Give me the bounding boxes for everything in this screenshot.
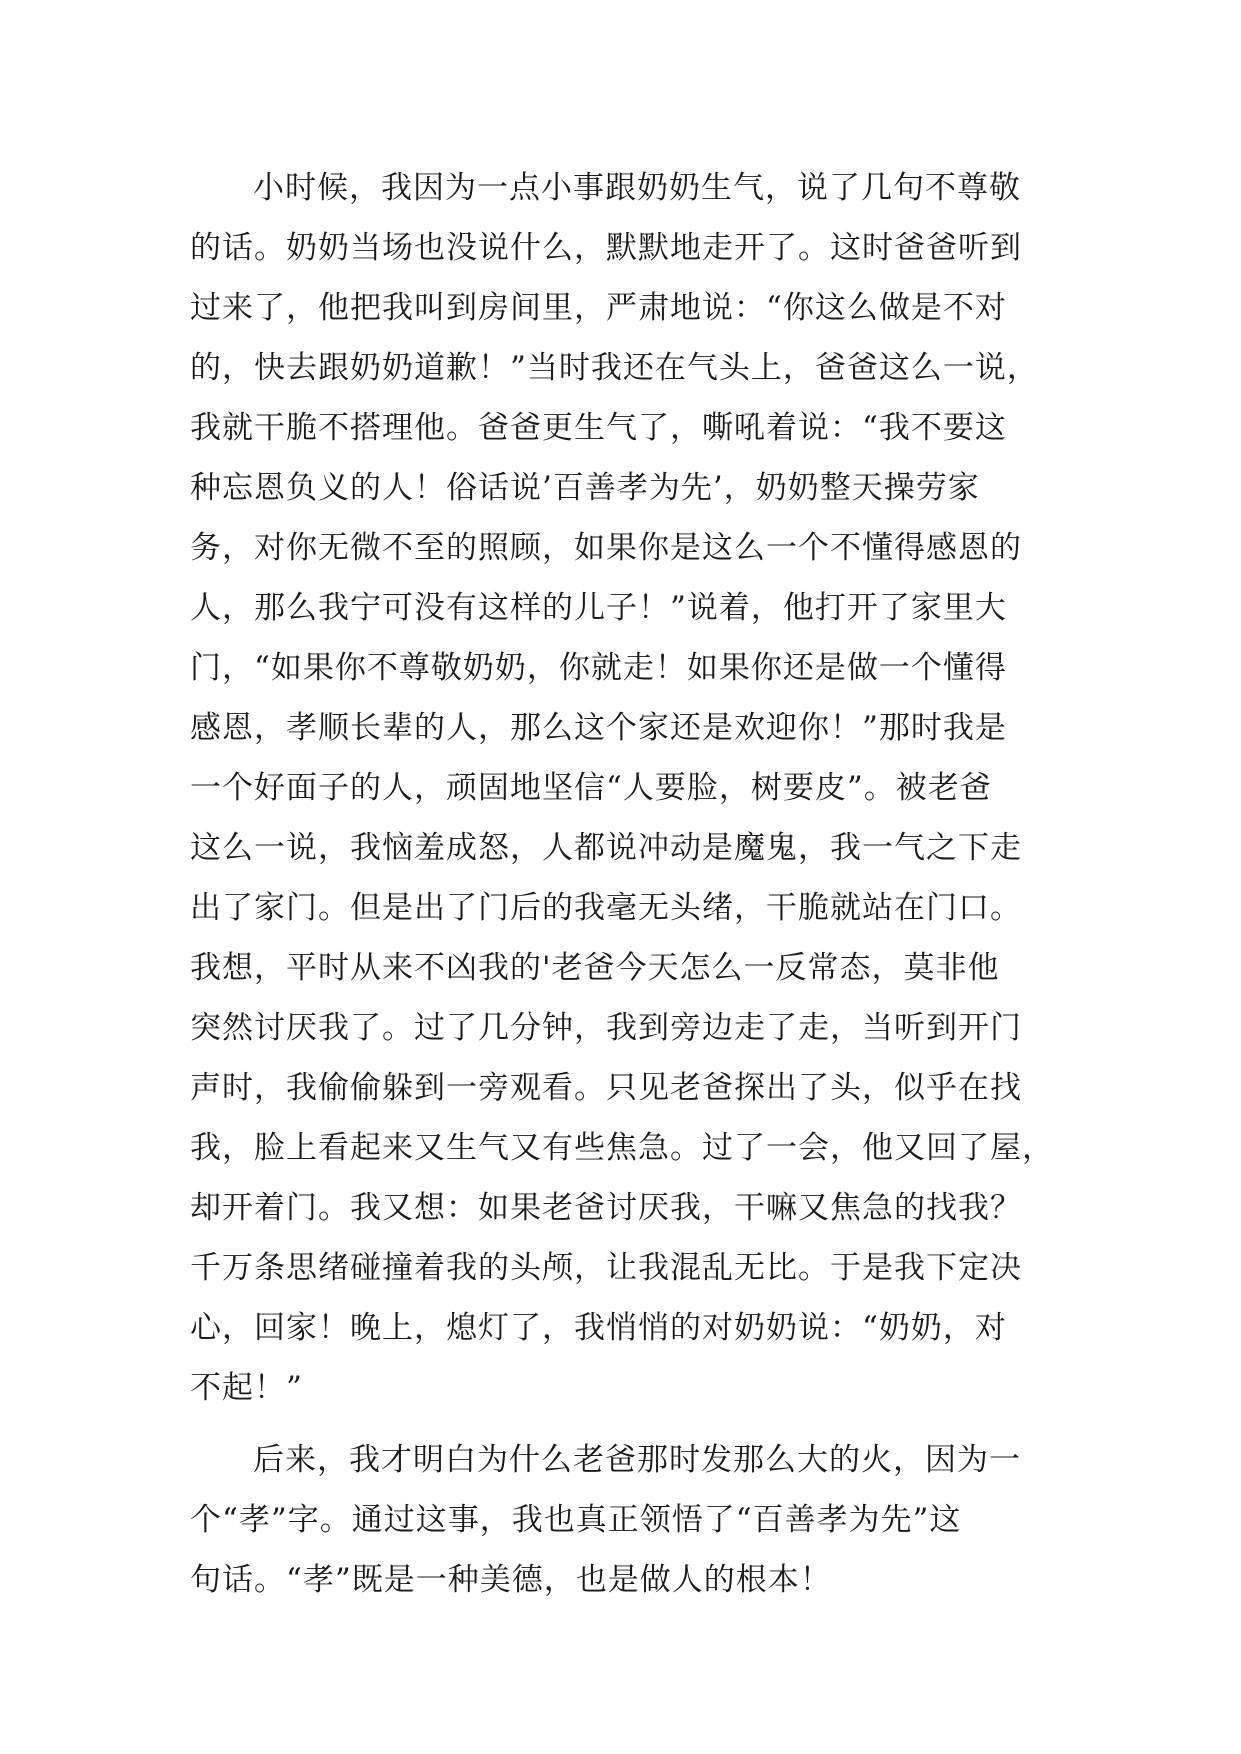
text-line: 我，脸上看起来又生气又有些焦急。过了一会，他又回了屋， — [190, 1130, 1054, 1166]
text-line: 后来，我才明白为什么老爸那时发那么大的火，因为一 — [253, 1442, 1021, 1478]
text-line: 种忘恩负义的人！俗话说’百善孝为先’，奶奶整天操劳家 — [190, 470, 980, 506]
text-line: 出了家门。但是出了门后的我毫无头绪，干脆就站在门口。 — [190, 890, 1022, 926]
text-line: 的，快去跟奶奶道歉！”当时我还在气头上，爸爸这么一说， — [190, 350, 1039, 386]
text-line: 这么一说，我恼羞成怒，人都说冲动是魔鬼，我一气之下走 — [190, 830, 1022, 866]
text-line: 小时候，我因为一点小事跟奶奶生气，说了几句不尊敬 — [253, 170, 1021, 206]
text-line: 千万条思绪碰撞着我的头颅，让我混乱无比。于是我下定决 — [190, 1250, 1022, 1286]
text-line: 感恩，孝顺长辈的人，那么这个家还是欢迎你！”那时我是 — [190, 710, 1007, 746]
text-line: 的话。奶奶当场也没说什么，默默地走开了。这时爸爸听到 — [190, 230, 1022, 266]
text-line: 心，回家！晚上，熄灯了，我悄悄的对奶奶说：“奶奶，对 — [190, 1310, 1007, 1346]
text-line: 过来了，他把我叫到房间里，严肃地说：“你这么做是不对 — [190, 290, 1007, 326]
text-line: 人，那么我宁可没有这样的儿子！”说着，他打开了家里大 — [190, 590, 1007, 626]
paragraph-1 — [190, 158, 1090, 1418]
document-body — [190, 158, 1090, 1610]
text-line: 却开着门。我又想：如果老爸讨厌我，干嘛又焦急的找我？ — [190, 1190, 1022, 1226]
paragraph-2 — [190, 1430, 1090, 1610]
text-line: 我就干脆不搭理他。爸爸更生气了，嘶吼着说：“我不要这 — [190, 410, 1007, 446]
text-line: 我想，平时从来不凶我的'老爸今天怎么一反常态，莫非他 — [190, 950, 1000, 986]
text-line: 句话。“孝”既是一种美德，也是做人的根本！ — [190, 1562, 832, 1598]
text-line: 一个好面子的人，顽固地坚信“人要脸，树要皮”。被老爸 — [190, 770, 992, 806]
text-line: 不起！” — [190, 1370, 303, 1406]
text-line: 突然讨厌我了。过了几分钟，我到旁边走了走，当听到开门 — [190, 1010, 1022, 1046]
text-line: 务，对你无微不至的照顾，如果你是这么一个不懂得感恩的 — [190, 530, 1022, 566]
text-line: 门，“如果你不尊敬奶奶，你就走！如果你还是做一个懂得 — [190, 650, 1007, 686]
text-line: 个“孝”字。通过这事，我也真正领悟了“百善孝为先”这 — [190, 1502, 962, 1538]
paragraph-spacer — [190, 1418, 1090, 1430]
text-line: 声时，我偷偷躲到一旁观看。只见老爸探出了头，似乎在找 — [190, 1070, 1022, 1106]
